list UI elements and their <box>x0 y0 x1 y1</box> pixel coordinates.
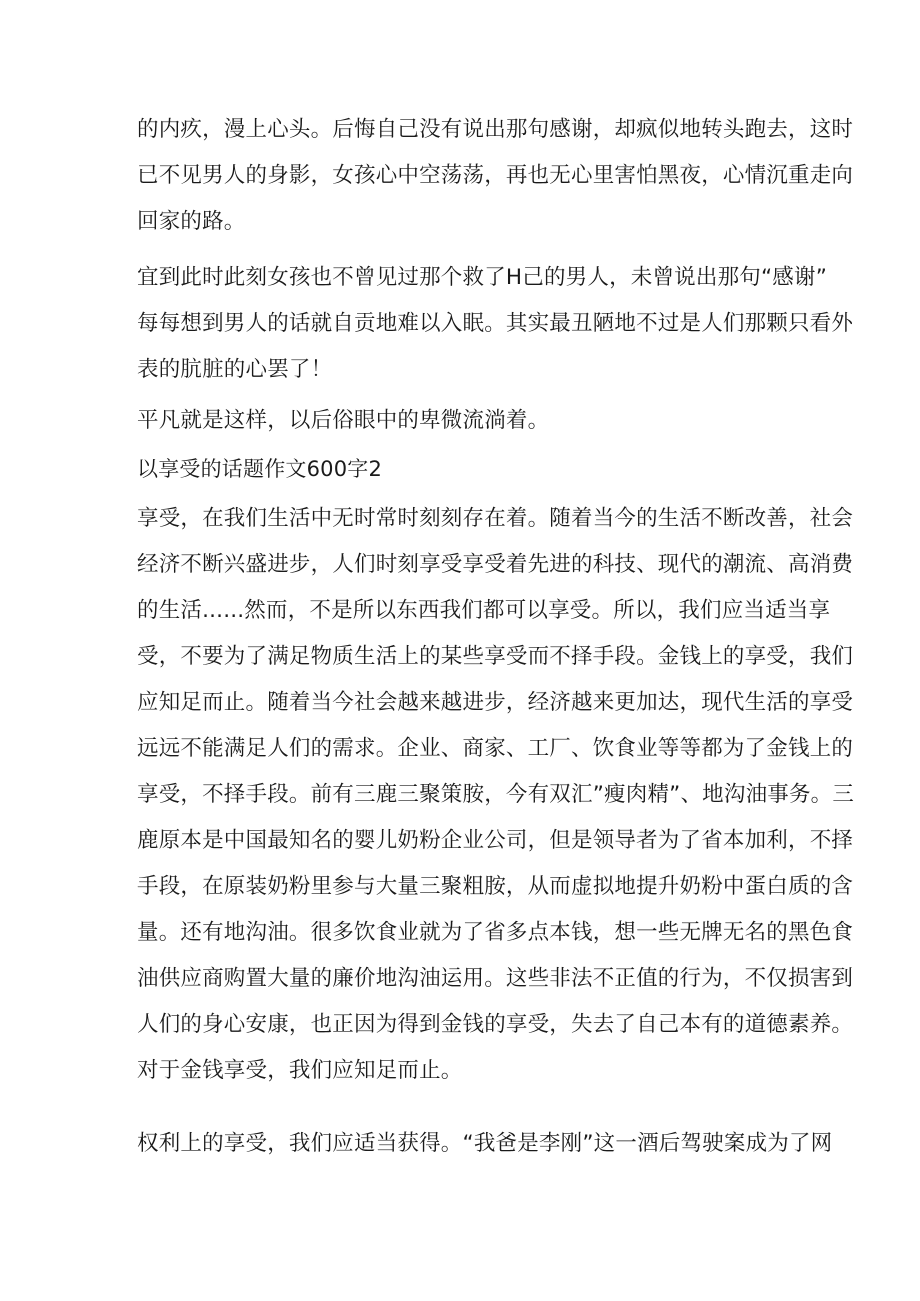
text-line: 已不见男人的身影，女孩心中空荡荡，再也无心里害怕黑夜，心情沉重走向 <box>137 163 854 188</box>
text-line: 的生活......然而，不是所以东西我们都可以享受。所以，我们应当适当享 <box>137 598 831 623</box>
text-line: 远远不能满足人们的需求。企业、商家、工厂、饮食业等等都为了金钱上的 <box>137 736 854 761</box>
paragraph-story-ending <box>137 107 854 245</box>
text-line: 的内疚，漫上心头。后悔自己没有说出那句感谢，却疯似地转头跑去，这时 <box>137 117 854 142</box>
paragraph-power <box>137 1121 833 1167</box>
text-line: 回家的路。 <box>137 209 246 234</box>
text-line: 宜到此时此刻女孩也不曾见过那个救了H己的男人，未曾说出那句“感谢” <box>137 265 828 290</box>
text-line: 鹿原本是中国最知名的婴儿奶粉企业公司，但是领导者为了省本加利，不择 <box>137 828 854 853</box>
text-line: 量。还有地沟油。很多饮食业就为了省多点本钱，想一些无牌无名的黑色食 <box>137 920 854 945</box>
text-line: 人们的身心安康，也正因为得到金钱的享受，失去了自己本有的道德素养。 <box>137 1012 854 1037</box>
text-line: 权利上的享受，我们应适当获得。“我爸是李刚”这一酒后驾驶案成为了网 <box>137 1131 833 1156</box>
text-line: 油供应商购置大量的廉价地沟油运用。这些非法不正值的行为，不仅损害到 <box>137 966 854 991</box>
text-line: 对于金钱享受，我们应知足而止。 <box>137 1058 463 1083</box>
heading-text: 以享受的话题作文600字2 <box>137 457 383 481</box>
text-line: 手段，在原装奶粉里参与大量三聚粗胺，从而虚拟地提升奶粉中蛋白质的含 <box>137 874 854 899</box>
text-line: 经济不断兴盛进步，人们时刻享受享受着先进的科技、现代的潮流、高消费 <box>137 552 854 577</box>
text-line: 享受，不择手段。前有三鹿三聚策胺，今有双汇”瘦肉精”、地沟油事务。三 <box>137 782 855 807</box>
paragraph-reflection <box>137 255 854 393</box>
paragraph-enjoyment <box>137 496 855 1094</box>
text-line: 享受，在我们生活中无时常时刻刻存在着。随着当今的生活不断改善，社会 <box>137 506 854 531</box>
text-line: 每每想到男人的话就自贡地难以入眠。其实最丑陋地不过是人们那颗只看外 <box>137 311 854 336</box>
paragraph-conclusion <box>137 398 797 444</box>
text-line: 应知足而止。随着当今社会越来越进步，经济越来更加达，现代生活的享受 <box>137 690 854 715</box>
text-line: 平凡就是这样，以后俗眼中的卑微流淌着。 <box>137 408 550 433</box>
text-line: 表的肮脏的心罢了！ <box>137 357 333 382</box>
essay-heading <box>137 446 797 492</box>
text-line: 受，不要为了满足物质生活上的某些享受而不择手段。金钱上的享受，我们 <box>137 644 854 669</box>
